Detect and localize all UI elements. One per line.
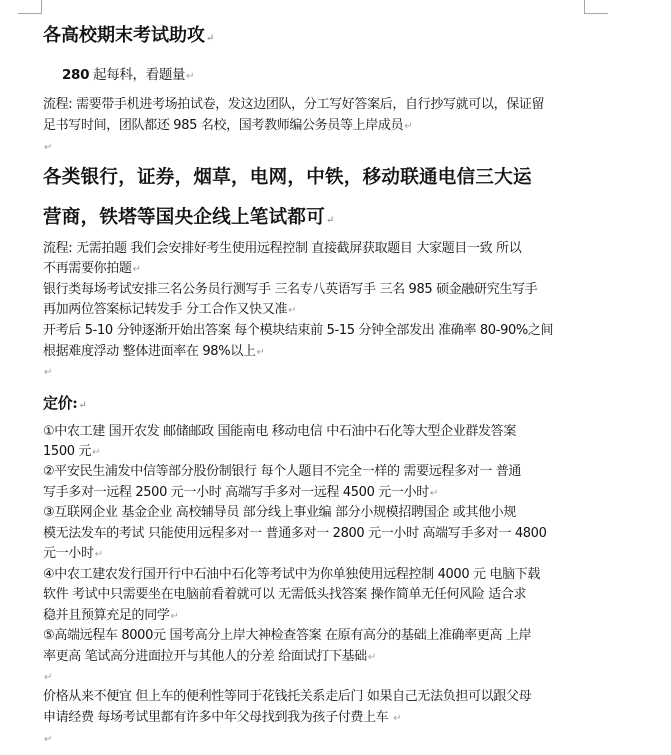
section2-heading-line-2 — [43, 206, 588, 233]
section2-body-line-6 — [43, 343, 588, 362]
pricing-heading — [43, 393, 588, 416]
paragraph-mark-icon: ↵ — [78, 400, 87, 411]
paragraph-mark-icon: ↵ — [170, 611, 179, 622]
subtitle-text: 起每科，看题量 — [89, 67, 186, 83]
paragraph-mark-icon: ↵ — [44, 734, 53, 745]
pricing-item-4-line-3-text: 稳并且预算充足的同学 — [43, 608, 170, 623]
pricing-item-4-line-2: 软件 考试中只需要坐在电脑前看着就可以 无需低头找答案 操作简单无任何风险 适合求 — [43, 587, 527, 602]
section2-body-line-4-text: 再加两位答案标记转发手 分工合作又快又准 — [43, 302, 288, 317]
paragraph-mark-icon: ↵ — [393, 713, 402, 724]
pricing-item-1-line-2-text: 1500 元 — [43, 444, 92, 459]
section2-body-line-5: 开考后 5-10 分钟逐渐开始出答案 每个模块结束前 5-15 分钟全部发出 准确率 80-90%之间 — [43, 323, 554, 338]
paragraph-mark-icon: ↵ — [429, 488, 438, 499]
section2-body-line-2-text: 不再需要你拍题 — [43, 261, 132, 276]
pricing-item-2-line-2-text: 写手多对一远程 2500 元一小时 高端写手多对一远程 4500 元一小时 — [43, 485, 429, 500]
empty-paragraph — [43, 363, 588, 382]
pricing-item-5-line-2-text: 率更高 笔试高分进面拉开与其他人的分差 给面试打下基础 — [43, 649, 367, 664]
paragraph-mark-icon: ↵ — [44, 672, 53, 683]
pricing-item-3-line-3-text: 元一小时 — [43, 546, 94, 561]
section2-body-line-2 — [43, 260, 588, 279]
flow1-line-1: 流程: 需要带手机进考场拍试卷，发这边团队，分工写好答案后，自行抄写就可以，保证留 — [43, 97, 545, 112]
pricing-item-4-line-3 — [43, 607, 588, 626]
pricing-item-3-line-2: 模无法发车的考试 只能使用远程多对一 普通多对一 2800 元一小时 高端写手多对一 4800 — [43, 526, 547, 541]
section2-body-line-3: 银行类每场考试安排三名公务员行测写手 三名专八英语写手 三名 985 硕金融研究生写手 — [43, 282, 538, 297]
section2-body-line-4 — [43, 301, 588, 320]
paragraph-mark-icon: ↵ — [206, 33, 215, 44]
section2-heading-line-1: 各类银行，证券，烟草，电网，中铁，移动联通电信三大运 — [43, 167, 532, 188]
paragraph-mark-icon: ↵ — [288, 305, 297, 316]
section2-body-line-1: 流程: 无需拍题 我们会安排好考生使用远程控制 直接截屏获取题目 大家题目一致 所以 — [43, 241, 522, 256]
empty-paragraph — [43, 668, 588, 687]
pricing-item-5-line-1: ⑤高端远程车 8000元 国考高分上岸大神检查答案 在原有高分的基础上准确率更高 上岸 — [43, 628, 532, 643]
paragraph-mark-icon: ↵ — [256, 347, 265, 358]
paragraph-mark-icon: ↵ — [94, 549, 103, 560]
empty-paragraph — [43, 730, 588, 749]
pricing-item-3-line-1: ③互联网企业 基金企业 高校辅导员 部分线上事业编 部分小规模招聘国企 或其他小规 — [43, 505, 516, 520]
paragraph-mark-icon: ↵ — [326, 215, 335, 226]
paragraph-mark-icon: ↵ — [92, 447, 101, 458]
paragraph-mark-icon: ↵ — [44, 367, 53, 378]
pricing-item-4-line-1: ④中农工建农发行国开行中石油中石化等考试中为你单独使用远程控制 4000 元 电脑下载 — [43, 567, 541, 582]
document-title-text: 各高校期末考试助攻 — [43, 25, 205, 46]
section2-body-line-6-text: 根据难度浮动 整体进面率在 98%以上 — [43, 344, 256, 359]
page-corner-mark-left — [18, 0, 42, 14]
pricing-item-3-line-3 — [43, 545, 588, 564]
pricing-item-2-line-2 — [43, 484, 588, 503]
subtitle-price-line — [62, 66, 607, 86]
page-corner-mark-right — [584, 0, 608, 14]
subtitle-number: 280 — [62, 67, 90, 83]
pricing-item-1-line-2 — [43, 443, 588, 462]
flow1-line-2-text: 足书写时间，团队都还 985 名校，国考教师编公务员等上岸成员 — [43, 118, 404, 133]
document-title — [43, 24, 588, 51]
pricing-item-2-line-1: ②平安民生浦发中信等部分股份制银行 每个人题目不完全一样的 需要远程多对一 普通 — [43, 464, 522, 479]
flow1-line-2 — [43, 117, 588, 136]
empty-paragraph — [43, 138, 588, 157]
paragraph-mark-icon: ↵ — [404, 121, 413, 132]
closing-line-2 — [43, 709, 588, 728]
pricing-item-5-line-2 — [43, 648, 588, 667]
paragraph-mark-icon: ↵ — [367, 652, 376, 663]
paragraph-mark-icon: ↵ — [44, 142, 53, 153]
closing-line-1: 价格从来不便宜 但上车的便利性等同于花钱托关系走后门 如果自己无法负担可以跟父母 — [43, 689, 532, 704]
closing-line-2-text: 申请经费 每场考试里都有许多中年父母找到我为孩子付费上车 — [43, 710, 393, 725]
pricing-heading-text: 定价: — [43, 394, 78, 412]
section2-heading-line-2-text: 营商，铁塔等国央企线上笔试都可 — [43, 207, 326, 228]
paragraph-mark-icon: ↵ — [132, 264, 141, 275]
paragraph-mark-icon: ↵ — [186, 71, 195, 82]
pricing-item-1-line-1: ①中农工建 国开农发 邮储邮政 国能南电 移动电信 中石油中石化等大型企业群发答案 — [43, 424, 516, 439]
